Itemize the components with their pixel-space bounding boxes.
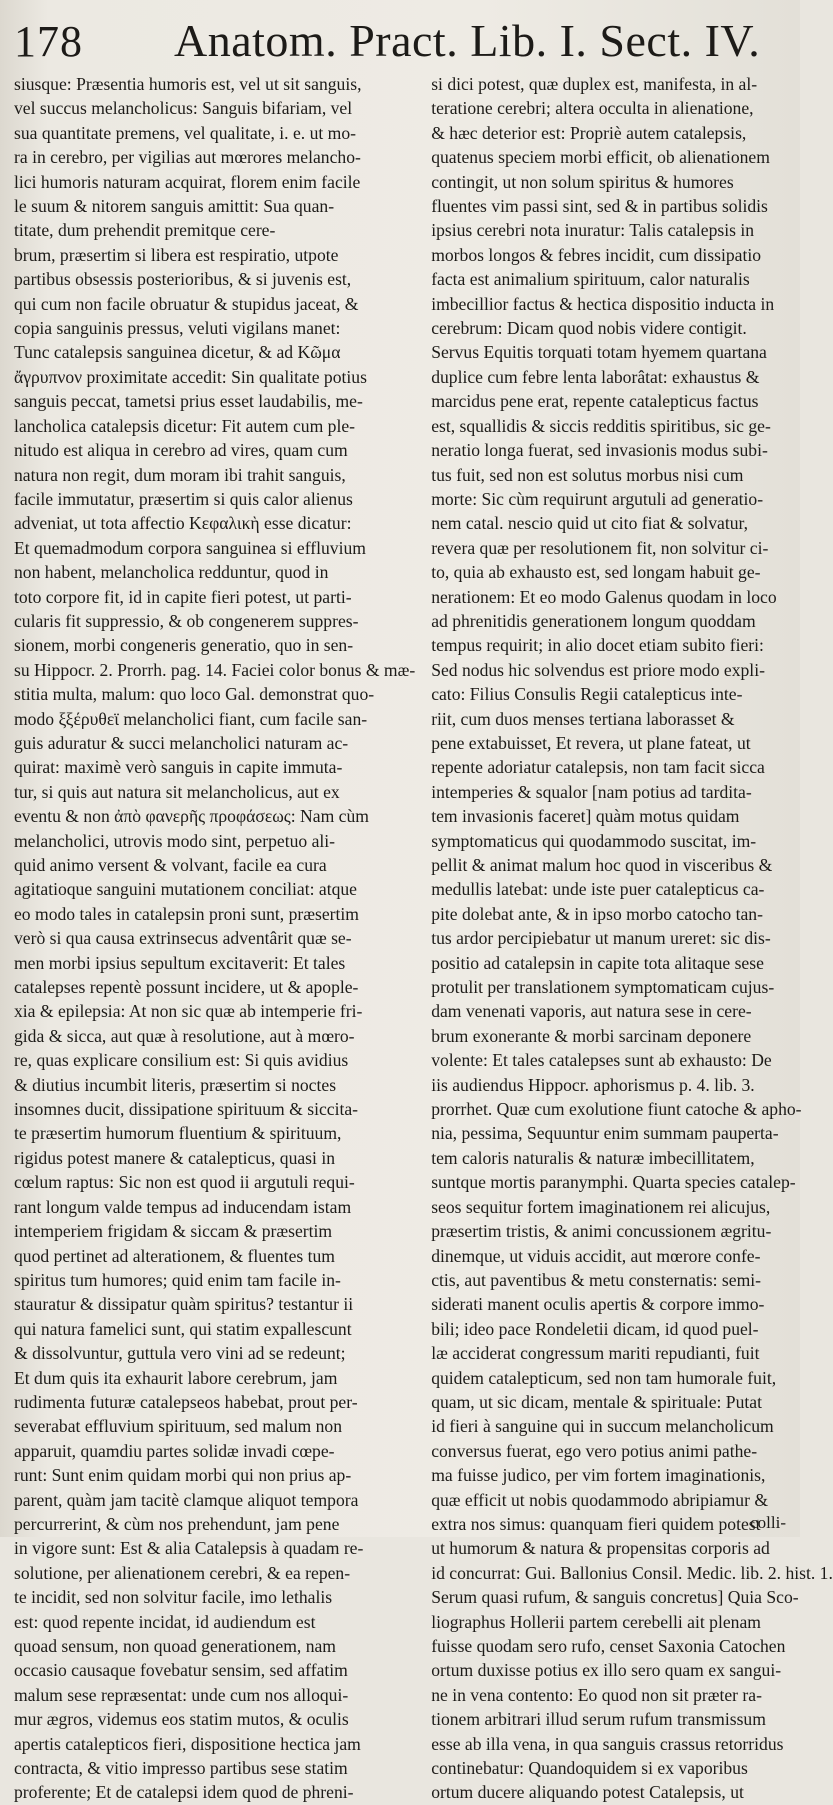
text-line: ad phrenitidis generationem longum quoddam — [431, 610, 756, 631]
text-line: rigidus potest manere & catalepticus, quasi in — [14, 1147, 336, 1168]
text-line: marcidus pene erat, repente catalepticus factus — [431, 391, 759, 412]
text-line: runt: Sunt enim quidam morbi qui non prius ap- — [14, 1465, 352, 1486]
text-line: tus fuit, sed non est solutus morbus nisi cum — [431, 464, 744, 485]
text-line: cerebrum: Dicam quod nobis videre contigit. — [431, 318, 747, 339]
text-line: siderati manent oculis apertis & corpore immo- — [431, 1294, 765, 1315]
text-line: tus ardor percipiebatur ut manum ureret: sic dis- — [431, 928, 771, 949]
text-line: & hæc deterior est: Propriè autem catalepsis, — [431, 122, 747, 143]
text-line: ortum ducere aliquando potest Catalepsis, ut — [431, 1782, 744, 1803]
text-line: pellit & animat malum hoc quod in visceribus & — [431, 855, 773, 875]
text-line: seos sequitur fortem imaginationem rei alicujus, — [431, 1196, 771, 1217]
text-line: adveniat, ut tota affectio Κεφαλικὴ esse dicatur: — [14, 513, 352, 534]
text-line: te præsertim humorum fluentium & spirituum, — [14, 1123, 342, 1144]
text-line: positio ad catalepsin in capite tota alitaque sese — [431, 952, 764, 973]
text-line: nitudo est aliqua in cerebro ad vires, quam cum — [14, 440, 348, 461]
text-line: esse ab illa vena, in qua sanguis crassus retorridus — [431, 1733, 784, 1754]
text-line: lici humoris naturam acquirat, florem enim facile — [14, 171, 361, 192]
text-line: partibus obsessis posterioribus, & si juvenis est, — [14, 269, 352, 290]
text-line: quirat: maximè verò sanguis in capite immuta- — [14, 757, 343, 778]
text-line: quid animo versent & volvant, facile ea cura — [14, 855, 327, 875]
text-line: solutione, per alienationem cerebri, & ea repen- — [14, 1562, 351, 1583]
text-line: qui natura famelici sunt, qui statim expallescunt — [14, 1318, 352, 1339]
text-line: apertis catalepticos fieri, dispositione hectica jam — [14, 1733, 361, 1754]
text-line: ut humorum & natura & propensitas corporis ad — [431, 1538, 770, 1559]
page-number: 178 — [14, 17, 83, 66]
text-line: continebatur: Quandoquidem si ex vaporibus — [431, 1758, 748, 1779]
text-line: prorrhet. Quæ cum exolutione fiunt catoche & apho- — [431, 1099, 802, 1120]
text-line: est: quod repente incidat, id audiendum est — [14, 1611, 316, 1632]
running-head: Anatom. Pract. Lib. I. Sect. IV. — [174, 15, 761, 66]
text-line: sanguis peccat, tametsi prius esset laudabilis, me- — [14, 391, 363, 412]
text-line: extra nos simus: quanquam fieri quidem potest — [431, 1513, 761, 1534]
text-line: est, squallidis & siccis redditis spiritibus, sic ge- — [431, 415, 771, 436]
text-line: ra in cerebro, per vigilias aut mœrores melancho- — [14, 147, 361, 168]
text-line: teratione cerebri; altera occulta in alienatione, — [431, 98, 754, 119]
text-line: eo modo tales in catalepsin proni sunt, præsertim — [14, 903, 359, 924]
text-line: nerationem: Et eo modo Galenus quodam in loco — [431, 586, 777, 607]
text-line: Serum quasi rufum, & sanguis concretus] Quia Sco- — [431, 1587, 799, 1608]
text-line: morte: Sic cùm requirunt argutuli ad generatio- — [431, 488, 764, 509]
text-line: rudimenta futuræ catalepseos habebat, prout per- — [14, 1391, 358, 1412]
text-line: bili; ideo pace Rondeletii dicam, id quod puel- — [431, 1318, 759, 1339]
text-line: pene extabuisset, Et revera, ut plane fateat, ut — [431, 732, 751, 753]
text-line: vel succus melancholicus: Sanguis bifariam, vel — [14, 98, 353, 119]
text-line: ne in vena contento: Eo quod non sit præter ra- — [431, 1684, 762, 1705]
text-line: tem invasionis faceret] quàm motus quidam — [431, 806, 740, 827]
text-line: pite dolebat ante, & in ipso morbo catocho tan- — [431, 903, 763, 924]
text-line: guis aduratur & succi melancholici naturam ac- — [14, 732, 349, 753]
text-line: nia, pessima, Sequuntur enim summam pauperta- — [431, 1123, 779, 1144]
text-line: eventu & non ἀπὸ φανερῆς προφάσεως: Nam cùm — [14, 806, 369, 827]
text-line: medullis latebat: unde iste puer catalepticus ca- — [431, 879, 765, 900]
text-line: revera quæ per resolutionem fit, non solvitur ci- — [431, 537, 769, 558]
text-line: ctis, aut paventibus & metu consternatis: semi- — [431, 1269, 762, 1290]
text-line: læ acciderat congressum mariti repudianti, fuit — [431, 1343, 760, 1364]
text-line: brum exonerante & morbi sarcinam deponere — [431, 1025, 752, 1046]
text-line: modo ξξέρυθεϊ melancholici fiant, cum facile san- — [14, 708, 368, 729]
text-line: men morbi ipsius sepultum excitaverit: Et tales — [14, 952, 346, 973]
text-line: ἄγρυπνον proximitate accedit: Sin qualitate potius — [14, 366, 367, 387]
text-line: protulit per translationem symptomaticam cujus- — [431, 977, 775, 998]
text-line: sua quantitate premens, vel qualitate, i. e. ut mo- — [14, 122, 356, 143]
text-line: riit, cum duos menses tertiana laborasset & — [431, 708, 735, 729]
text-line: facta est animalium spirituum, calor naturalis — [431, 269, 750, 290]
text-line: melancholici, utrovis modo sint, perpetuo ali- — [14, 830, 336, 851]
text-line: Et quemadmodum corpora sanguinea si effluvium — [14, 537, 366, 558]
left-column — [14, 72, 416, 1803]
text-line: natura non regit, dum moram ibi trahit sanguis, — [14, 464, 346, 485]
text-line: copia sanguinis pressus, veluti vigilans manet: — [14, 318, 341, 339]
page-header — [14, 14, 790, 72]
text-line: intemperies & squalor [nam potius ad tardita- — [431, 781, 752, 802]
text-line: contingit, ut non solum spiritus & humores — [431, 171, 734, 192]
text-line: su Hippocr. 2. Prorrh. pag. 14. Faciei color bonus & mæ- — [14, 659, 416, 680]
text-line: volente: Et tales catalepses sunt ab exhausto: De — [431, 1050, 772, 1071]
text-line: iis audiendus Hippocr. aphorismus p. 4. lib. 3. — [431, 1074, 755, 1095]
text-line: toto corpore fit, id in capite fieri potest, ut parti- — [14, 586, 352, 607]
text-line: spiritus tum humores; quid enim tam facile in- — [14, 1269, 341, 1290]
text-line: catalepses repentè possunt incidere, ut & apople- — [14, 977, 359, 998]
text-line: xia & epilepsia: At non sic quæ ab intemperie fri- — [14, 1001, 363, 1022]
text-line: parent, quàm jam tacitè clamque aliquot tempora — [14, 1489, 359, 1510]
text-line: cularis fit suppressio, & ob congenerem suppres- — [14, 610, 359, 631]
catchword: colli- — [750, 1513, 786, 1532]
text-line: præsertim tristis, & animi concussionem ægritu- — [431, 1221, 772, 1242]
text-line: to, quia ab exhausto est, sed longam habuit ge- — [431, 562, 761, 583]
text-line: tur, si quis aut natura sit melancholicus, aut ex — [14, 781, 340, 802]
text-line: apparuit, quamdiu partes solidæ invadi cœpe- — [14, 1440, 335, 1461]
text-line: suntque mortis paranymphi. Quarta species catalep- — [431, 1172, 796, 1193]
text-line: dam venenati vaporis, aut natura sese in cere- — [431, 1001, 752, 1022]
text-line: stitia multa, malum: quo loco Gal. demonstrat quo- — [14, 684, 375, 705]
text-line: lancholica catalepsis dicetur: Fit autem cum ple- — [14, 415, 355, 436]
text-line: Tunc catalepsis sanguinea dicetur, & ad Κῶμα — [14, 342, 341, 363]
text-line: occasio causaque fovebatur sensim, sed affatim — [14, 1660, 348, 1681]
text-line: quæ efficit ut nobis quodammodo abripiamur & — [431, 1489, 769, 1510]
text-line: ma fuisse judico, per vim fortem imaginationis, — [431, 1465, 766, 1486]
text-line: ortum duxisse potius ex illo sero quam ex sangui- — [431, 1660, 782, 1681]
text-line: tempus requirit; in alio docet etiam subito fieri: — [431, 635, 764, 656]
text-line: quoad sensum, non quoad generationem, nam — [14, 1636, 336, 1656]
text-line: in vigore sunt: Est & alia Catalepsis à quadam re- — [14, 1538, 364, 1559]
text-line: quidem catalepticum, sed non tam humorale fuit, — [431, 1367, 777, 1388]
text-line: repente adoriatur catalepsis, non tam facit sicca — [431, 757, 765, 778]
text-line: quatenus speciem morbi efficit, ob alienationem — [431, 147, 770, 168]
text-line: Servus Equitis torquati totam hyemem quartana — [431, 342, 767, 363]
text-line: ipsius cerebri nota inuratur: Talis catalepsis in — [431, 220, 755, 241]
text-line: siusque: Præsentia humoris est, vel ut sit sanguis, — [14, 74, 362, 94]
text-line: proferente; Et de catalepsi idem quod de phreni- — [14, 1782, 354, 1803]
text-line: cato: Filius Consulis Regii catalepticus inte- — [431, 684, 743, 705]
text-line: dinemque, ut viduis accidit, aut mœrore confe- — [431, 1245, 761, 1266]
text-line: cœlum raptus: Sic non est quod ii argutuli requi- — [14, 1172, 355, 1193]
text-line: malum sese repræsentat: unde cum nos alloqui- — [14, 1684, 349, 1705]
text-line: duplice cum febre lenta laborâtat: exhaustus & — [431, 366, 760, 387]
text-line: le suum & nitorem sanguis amittit: Sua quan- — [14, 196, 335, 217]
text-line: nem catal. nescio quid ut cito fiat & solvatur, — [431, 513, 749, 534]
text-line: & diutius incumbit literis, præsertim si noctes — [14, 1074, 337, 1095]
text-line: Et dum quis ita exhaurit labore cerebrum, jam — [14, 1367, 338, 1388]
text-line: id concurrat: Gui. Ballonius Consil. Medic. lib. 2. hist. 1. — [431, 1562, 833, 1583]
text-line: agitatioque sanguini mutationem conciliat: atque — [14, 879, 357, 900]
text-line: insomnes ducit, dissipatione spirituum & siccita- — [14, 1099, 359, 1120]
text-line: liographus Hollerii partem cerebelli ait plenam — [431, 1611, 761, 1632]
text-line: morbos longos & febres incidit, cum dissipatio — [431, 244, 762, 265]
text-line: stauratur & dissipatur quàm spiritus? testantur ii — [14, 1294, 354, 1315]
text-line: gida & sicca, aut quæ à resolutione, aut à mœro- — [14, 1025, 355, 1046]
text-line: fuisse quodam sero rufo, censet Saxonia Catochen — [431, 1636, 786, 1656]
text-line: facile immutatur, præsertim si quis calor alienus — [14, 488, 353, 509]
text-line: imbecillior factus & hectica dispositio inducta in — [431, 293, 775, 314]
text-line: neratio longa fuerat, sed invasionis modus subi- — [431, 440, 768, 461]
text-line: id fieri à sanguine qui in succum melancholicum — [431, 1416, 774, 1437]
text-line: si dici potest, quæ duplex est, manifesta, in al- — [431, 74, 758, 94]
text-line: fluentes vim passi sint, sed & in partibus solidis — [431, 196, 768, 217]
text-line: non habent, melancholica redduntur, quod in — [14, 562, 329, 583]
text-line: quam, ut sic dicam, mentale & spirituale: Putat — [431, 1391, 762, 1412]
text-line: tionem arbitrari illud serum rufum transmissum — [431, 1709, 766, 1730]
text-line: brum, præsertim si libera est respiratio, utpote — [14, 244, 339, 265]
text-line: te incidit, sed non solvitur facile, imo lethalis — [14, 1587, 333, 1608]
text-line: verò si qua causa extrinsecus adventârit quæ se- — [14, 928, 352, 949]
text-line: sionem, morbi congeneris generatio, quo in sen- — [14, 635, 354, 656]
text-line: titate, dum prehendit premitque cere- — [14, 220, 276, 241]
text-line: mur ægros, videmus eos statim mutos, & oculis — [14, 1709, 349, 1730]
text-line: re, quas explicare consilium est: Si quis avidius — [14, 1050, 349, 1071]
text-line: severabat effluvium spirituum, sed malum non — [14, 1416, 343, 1437]
text-line: Sed nodus hic solvendus est priore modo expli- — [431, 659, 765, 680]
text-line: intemperiem frigidam & siccam & præsertim — [14, 1221, 333, 1242]
text-line: rant longum valde tempus ad inducendam istam — [14, 1196, 352, 1217]
text-line: tem caloris naturalis & naturæ imbecillitatem, — [431, 1147, 755, 1168]
text-line: contracta, & vitio impresso partibus sese statim — [14, 1758, 348, 1779]
text-line: conversus fuerat, ego vero potius animi pathe- — [431, 1440, 758, 1461]
text-line: symptomaticus qui quodammodo suscitat, im- — [431, 830, 757, 851]
text-line: quod pertinet ad alterationem, & fluentes tum — [14, 1245, 335, 1266]
text-line: qui cum non facile obruatur & stupidus jaceat, & — [14, 293, 359, 314]
text-line: percurrerint, & cùm nos prehendunt, jam pene — [14, 1513, 340, 1534]
text-line: & dissolvuntur, guttula vero vini ad se redeunt; — [14, 1343, 346, 1364]
